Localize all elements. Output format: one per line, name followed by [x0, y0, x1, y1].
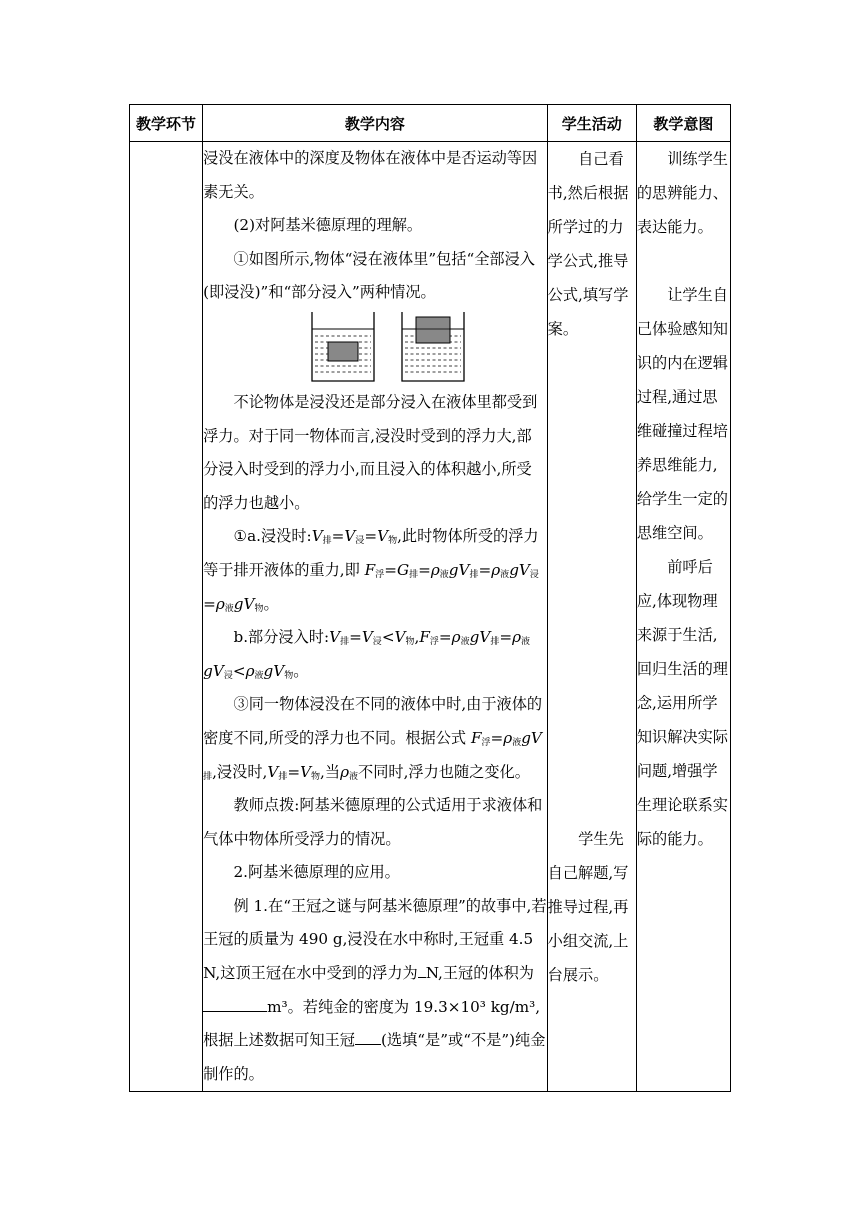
answer-blank-pure-gold[interactable] [355, 1028, 381, 1045]
activity-cell [547, 142, 636, 1092]
body-row [130, 142, 731, 1092]
header-teaching-intent: 教学意图 [636, 105, 730, 142]
answer-blank-volume[interactable] [203, 995, 267, 1012]
beaker-fully-immersed-illustration [311, 312, 375, 382]
intent-text: 让学生自己体验感知知识的内在逻辑过程,通过思维碰撞过程培养思维能力,给学生一定的思维空间。 [636, 286, 728, 542]
example-question: 例 1.在“王冠之谜与阿基米德原理”的故事中,若王冠的质量为 490 g,浸没在水中称时,王冠重 4.5 N,这顶王冠在水中受到的浮力为 N,王冠的体积为 m³。若纯金的密度为 19.3×10³ kg/m³,根据上述数据可知王冠 (选填“是”或“不是”)纯金制作的。 [203, 896, 547, 1083]
activity-text: 学生先自己解题,写推导过程,再小组交流,上台展示。 [547, 830, 629, 984]
formula-paragraph-liquids: ③同一物体浸没在不同的液体中时,由于液体的密度不同,所受的浮力也不同。根据公式 $F_浮=\rho_液gV_排$,浸没时$,V_排=V_物$,当$\rho_液$不同时,浮力也随之变化。 [203, 695, 543, 782]
content-paragraph: (2)对阿基米德原理的理解。 [233, 216, 423, 235]
beaker-partially-immersed-illustration [401, 312, 465, 382]
header-row [130, 105, 731, 142]
intent-cell [636, 142, 730, 1092]
header-teaching-stage: 教学环节 [130, 105, 203, 142]
answer-blank-buoyancy[interactable] [418, 961, 426, 978]
lesson-plan-table [129, 104, 731, 1092]
intent-text: 前呼后应,体现物理来源于生活,回归生活的理念,运用所学知识解决实际问题,增强学生理论联系实际的能力。 [636, 558, 728, 848]
formula-paragraph-partial: b.部分浸入时$:V_排=V_浸<V_物,F_浮=\rho_液gV_排=\rho_液gV_浸<\rho_液gV_物$。 [203, 628, 531, 681]
content-paragraph: 浸没在液体中的深度及物体在液体中是否运动等因素无关。 [203, 149, 538, 201]
content-paragraph: 2.阿基米德原理的应用。 [233, 863, 400, 882]
content-cell [203, 142, 548, 1092]
header-teaching-content: 教学内容 [203, 105, 548, 142]
content-paragraph: 不论物体是浸没还是部分浸入在液体里都受到浮力。对于同一物体而言,浸没时受到的浮力大,部分浸入时受到的浮力小,而且浸入的体积越小,所受的浮力也越小。 [203, 392, 538, 512]
stage-cell [130, 142, 203, 1092]
formula-paragraph-immersed: ①a.浸没时$:V_排=V_浸=V_物$,此时物体所受的浮力等于排开液体的重力,即 $F_浮=G_排=\rho_液gV_排=\rho_液gV_浸=\rho_液gV_物$。 [203, 527, 539, 614]
intent-text: 训练学生的思辨能力、表达能力。 [636, 150, 728, 236]
content-paragraph: ①如图所示,物体“浸在液体里”包括“全部浸入(即浸没)”和“部分浸入”两种情况。 [203, 249, 535, 302]
header-student-activity: 学生活动 [547, 105, 636, 142]
immersion-figure [203, 310, 547, 386]
activity-text: 自己看书,然后根据所学过的力学公式,推导公式,填写学案。 [547, 150, 629, 338]
content-paragraph: 教师点拨:阿基米德原理的公式适用于求液体和气体中物体所受浮力的情况。 [203, 796, 543, 848]
